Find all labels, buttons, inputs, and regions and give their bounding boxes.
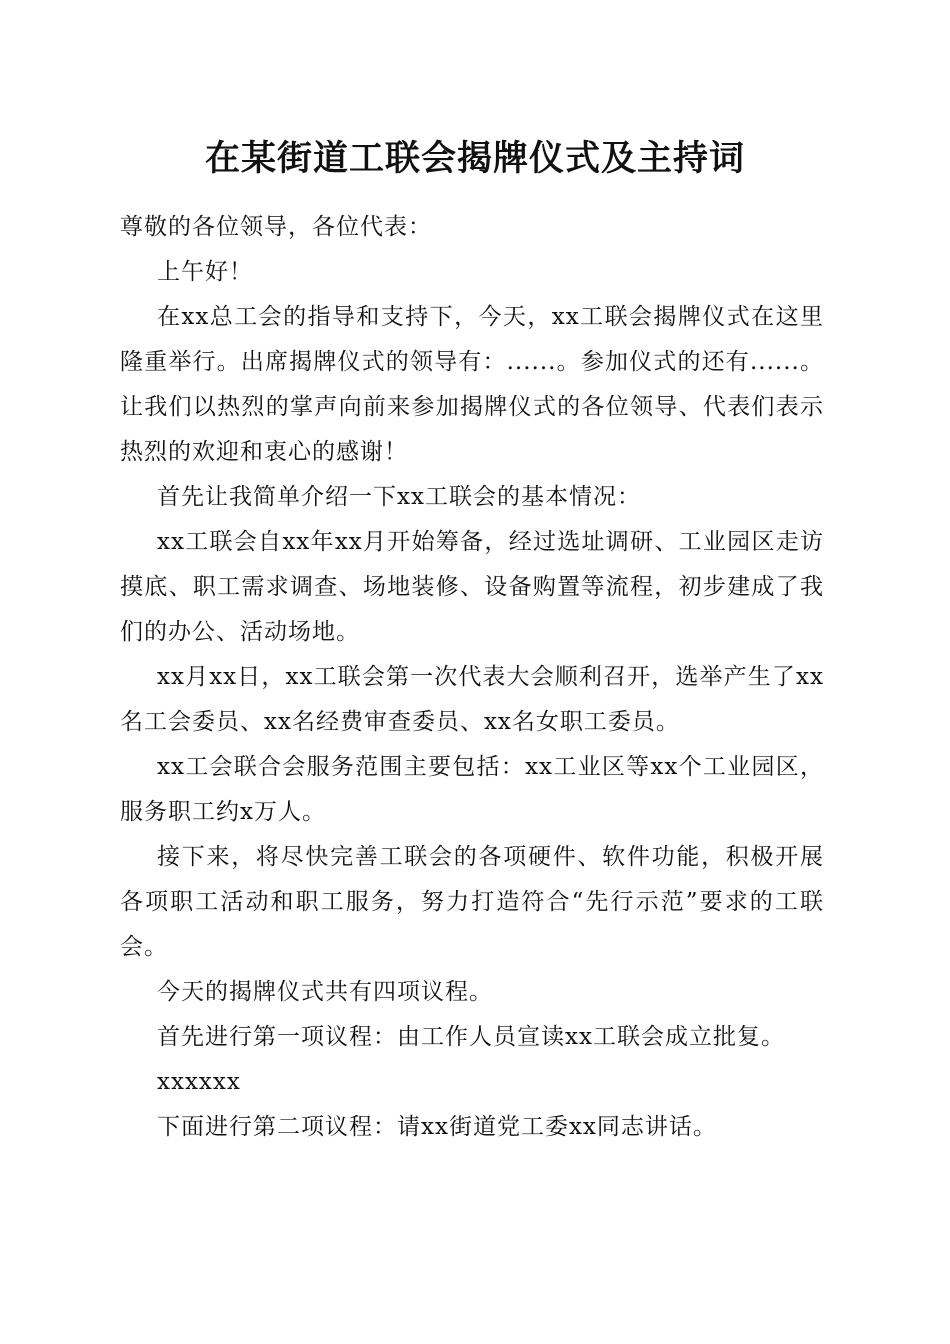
agenda-item-one-paragraph: 首先进行第一项议程：由工作人员宣读xx工联会成立批复。 <box>157 1024 785 1050</box>
document-title: 在某街道工联会揭牌仪式及主持词 <box>204 138 745 179</box>
agenda-paragraph: 今天的揭牌仪式共有四项议程。 <box>157 979 493 1005</box>
agenda-item-two-paragraph: 下面进行第二项议程：请xx街道党工委xx同志讲话。 <box>157 1114 717 1140</box>
next-steps-paragraph: 接下来，将尽快完善工联会的各项硬件、软件功能，积极开展各项职工活动和职工服务，努力打造符合“先行示范”要求的工联会。 <box>120 844 824 960</box>
service-scope-paragraph: xx工会联合会服务范围主要包括：xx工业区等xx个工业园区，服务职工约x万人。 <box>120 754 824 825</box>
congress-paragraph: xx月xx日，xx工联会第一次代表大会顺利召开，选举产生了xx名工会委员、xx名经费审查委员、xx名女职工委员。 <box>120 664 824 735</box>
placeholder-paragraph: xxxxxx <box>157 1069 241 1095</box>
overview-paragraph: 首先让我简单介绍一下xx工联会的基本情况： <box>157 484 641 510</box>
greeting-paragraph: 尊敬的各位领导，各位代表： <box>120 214 432 240</box>
preparation-paragraph: xx工联会自xx年xx月开始筹备，经过选址调研、工业园区走访摸底、职工需求调查、场地装修、设备购置等流程，初步建成了我们的办公、活动场地。 <box>120 529 824 645</box>
intro-paragraph: 在xx总工会的指导和支持下，今天，xx工联会揭牌仪式在这里隆重举行。出席揭牌仪式的领导有：......。参加仪式的还有......。让我们以热烈的掌声向前来参加揭牌仪式的各位领导、代表们表示热烈的欢迎和衷心的感谢！ <box>120 304 824 465</box>
salutation-paragraph: 上午好！ <box>157 259 253 285</box>
document-body <box>120 205 824 1150</box>
